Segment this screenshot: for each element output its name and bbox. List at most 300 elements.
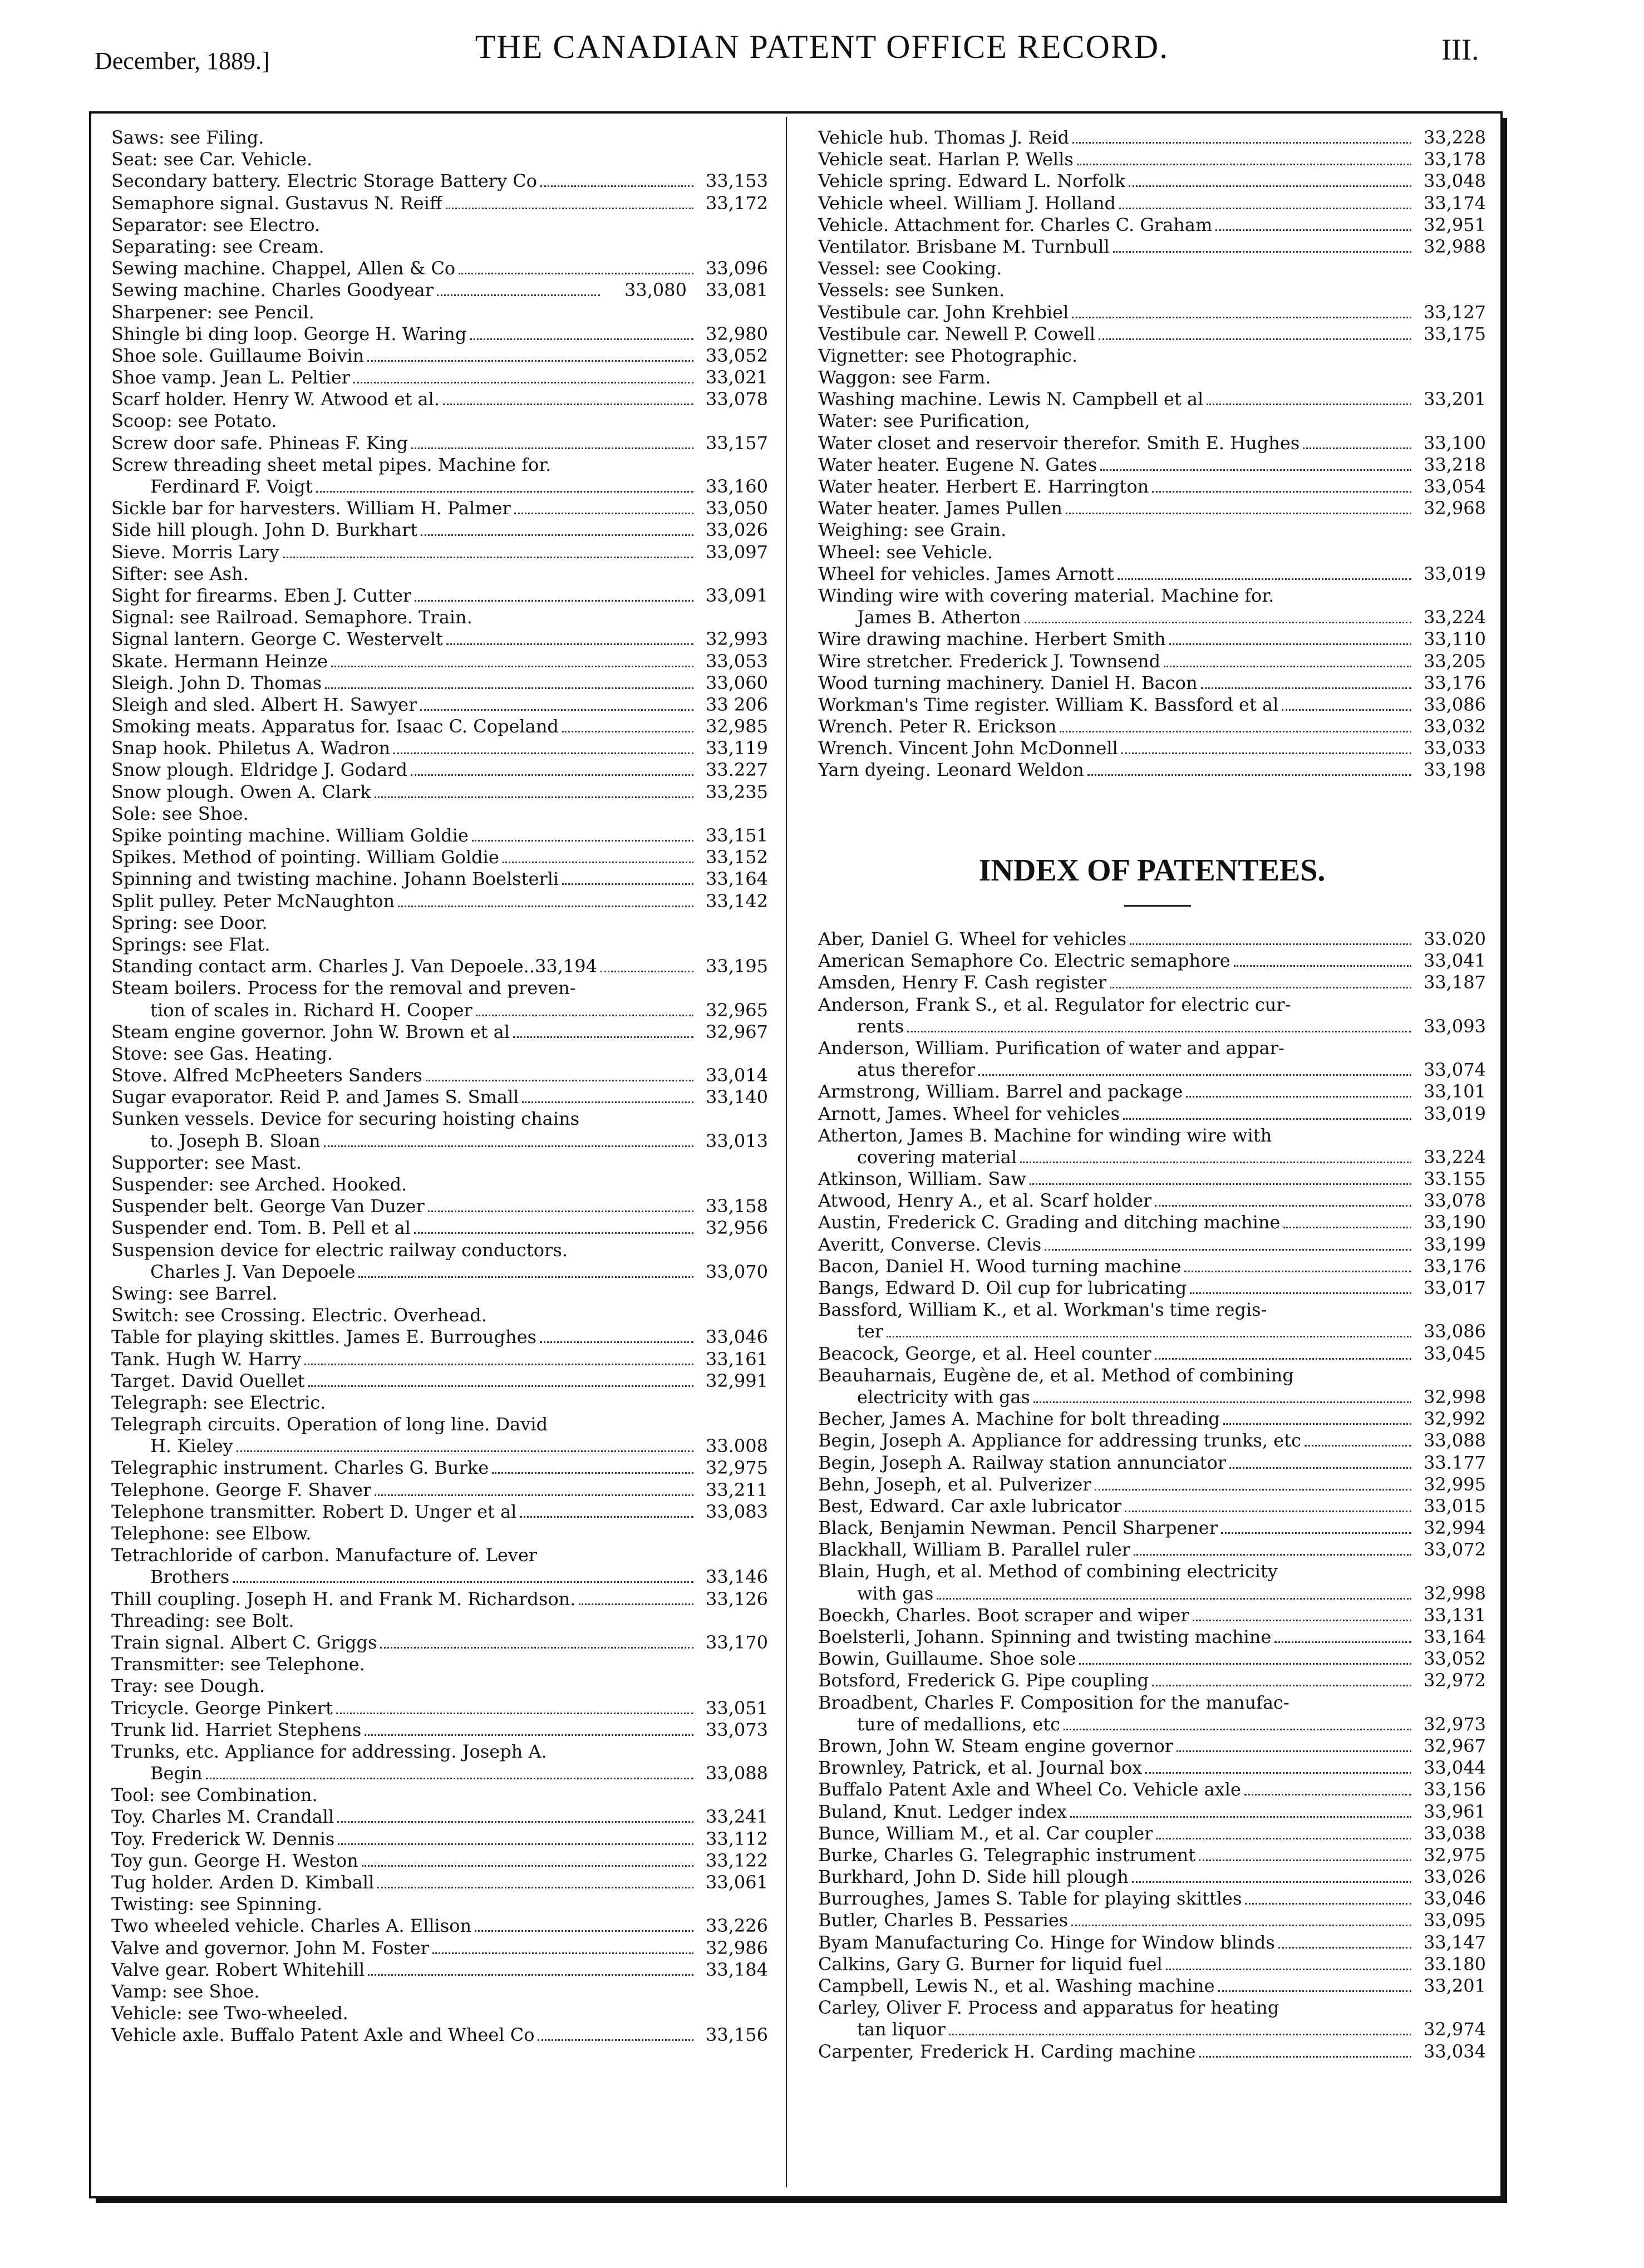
subject-entry — [111, 1152, 768, 1174]
patentee-entry — [818, 1168, 1486, 1190]
entry-number: 33,052 — [706, 345, 768, 366]
left-column — [111, 127, 768, 2046]
dot-leader — [393, 752, 693, 754]
subject-entry — [111, 1196, 768, 1217]
dot-leader — [1025, 622, 1411, 623]
entry-number: 33,091 — [706, 584, 768, 606]
entry-text: Telephone: see Elbow. — [111, 1523, 312, 1544]
right-column — [818, 127, 1486, 781]
subject-entry — [111, 1675, 768, 1697]
subject-entry — [111, 1632, 768, 1654]
dot-leader — [377, 1887, 693, 1888]
entry-text: Tray: see Dough. — [111, 1675, 265, 1697]
patentee-entry — [818, 1299, 1486, 1321]
entry-number-secondary: 33,080 — [624, 279, 687, 301]
patentee-entry — [818, 1692, 1486, 1714]
dot-leader — [1193, 1620, 1411, 1621]
dot-leader — [308, 1385, 693, 1387]
dot-leader — [1033, 1401, 1411, 1403]
entry-number: 33,078 — [1424, 1190, 1486, 1212]
entry-number: 32,965 — [706, 999, 768, 1021]
entry-text: Burroughes, James S. Table for playing skittles — [818, 1888, 1242, 1910]
entry-text: Thill coupling. Joseph H. and Frank M. Richardson. — [111, 1588, 576, 1610]
entry-text: Suspension device for electric railway conductors. — [111, 1239, 568, 1261]
index-rule — [1124, 905, 1191, 907]
entry-number: 32,986 — [706, 1937, 768, 1959]
dot-leader — [368, 1974, 693, 1976]
subject-entry — [111, 1806, 768, 1828]
entry-text: Screw door safe. Phineas F. King — [111, 432, 408, 454]
entry-number: 33,100 — [1424, 432, 1486, 454]
subject-entry — [111, 934, 768, 956]
dot-leader — [437, 294, 600, 296]
subject-entry — [111, 803, 768, 825]
entry-number: 32,951 — [1424, 214, 1486, 235]
patentee-entry — [818, 1605, 1486, 1626]
dot-leader — [1221, 1532, 1411, 1534]
patentee-entry — [818, 1386, 1486, 1408]
subject-entry — [111, 1850, 768, 1872]
subject-entry — [111, 1937, 768, 1959]
entry-number: 33.020 — [1424, 928, 1486, 949]
subject-entry — [111, 214, 768, 236]
entry-number: 33,198 — [1424, 759, 1486, 781]
entry-text: Byam Manufacturing Co. Hinge for Window blinds — [818, 1931, 1275, 1953]
entry-text: tan liquor — [857, 2019, 946, 2040]
entry-text: American Semaphore Co. Electric semaphore — [818, 950, 1230, 972]
dot-leader — [233, 1581, 693, 1583]
entry-text: Tug holder. Arden D. Kimball — [111, 1872, 375, 1893]
entry-number: 33,026 — [706, 519, 768, 541]
entry-text: Wire stretcher. Frederick J. Townsend — [818, 650, 1161, 672]
subject-entry — [111, 2024, 768, 2046]
dot-leader — [538, 2039, 693, 2041]
dot-leader — [1207, 404, 1411, 405]
subject-entry — [818, 127, 1486, 149]
subject-entry — [111, 1588, 768, 1610]
patentee-entry — [818, 1997, 1486, 2019]
entry-number: 33,051 — [706, 1697, 768, 1719]
patentee-entry — [818, 1866, 1486, 1888]
subject-entry — [818, 432, 1486, 454]
entry-text: Telephone. George F. Shaver — [111, 1479, 372, 1500]
entry-number: 33,226 — [706, 1915, 768, 1937]
entry-text: Semaphore signal. Gustavus N. Reiff — [111, 192, 442, 214]
dot-leader — [1099, 338, 1411, 340]
patentee-entry — [818, 1583, 1486, 1605]
entry-text: Winding wire with covering material. Machine for. — [818, 584, 1274, 606]
entry-text: Brownley, Patrick, et al. Journal box — [818, 1757, 1143, 1779]
subject-entry — [818, 476, 1486, 498]
entry-number: 33,170 — [706, 1631, 768, 1653]
entry-text: Transmitter: see Telephone. — [111, 1654, 365, 1675]
subject-entry — [111, 912, 768, 934]
entry-text: H. Kieley — [150, 1435, 233, 1457]
entry-number: 33,095 — [1424, 1910, 1486, 1931]
dot-leader — [1152, 1685, 1411, 1686]
dot-leader — [513, 1036, 693, 1038]
entry-text: Armstrong, William. Barrel and package — [818, 1081, 1183, 1103]
entry-text: to. Joseph B. Sloan — [150, 1130, 321, 1152]
entry-number: 33,026 — [1424, 1866, 1486, 1888]
subject-entry — [111, 1108, 768, 1130]
subject-entry — [111, 1086, 768, 1108]
entry-text: Aber, Daniel G. Wheel for vehicles — [818, 928, 1127, 949]
subject-entry — [111, 1741, 768, 1763]
entry-text: Scarf holder. Henry W. Atwood et al. — [111, 388, 440, 410]
dot-leader — [1244, 1794, 1411, 1795]
entry-number: 33,017 — [1424, 1277, 1486, 1298]
entry-number: 33,050 — [706, 498, 768, 519]
dot-leader — [1245, 1903, 1411, 1905]
subject-entry — [111, 891, 768, 912]
dot-leader — [1274, 1641, 1411, 1643]
entry-text: Vehicle axle. Buffalo Patent Axle and Wheel Co — [111, 2024, 535, 2046]
subject-entry — [111, 1457, 768, 1479]
subject-entry — [818, 519, 1486, 541]
entry-text: Shingle bi ding loop. George H. Waring — [111, 323, 467, 345]
patentee-entry — [818, 1888, 1486, 1910]
entry-number: 33,074 — [1424, 1059, 1486, 1081]
dot-leader — [1079, 1663, 1411, 1665]
subject-entry — [111, 367, 768, 388]
entry-number: 33,096 — [706, 258, 768, 279]
dot-leader — [1077, 164, 1411, 165]
entry-number: 32,975 — [1424, 1844, 1486, 1866]
dot-leader — [1125, 1511, 1411, 1512]
entry-number: 33,046 — [706, 1326, 768, 1348]
subject-entry — [111, 388, 768, 410]
entry-text: Averitt, Converse. Clevis — [818, 1233, 1042, 1255]
patentee-entry — [818, 1343, 1486, 1365]
entry-number: 32,991 — [706, 1370, 768, 1391]
entry-number: 32,988 — [1424, 235, 1486, 257]
entry-number: 33,019 — [1424, 1103, 1486, 1124]
subject-entry — [111, 432, 768, 454]
entry-number: 33,228 — [1424, 127, 1486, 148]
entry-number: 33,078 — [706, 388, 768, 410]
entry-number: 32,967 — [1424, 1735, 1486, 1757]
entry-text: Vehicle wheel. William J. Holland — [818, 192, 1116, 214]
entry-text: Toy. Charles M. Crandall — [111, 1806, 334, 1828]
subject-entry — [111, 628, 768, 650]
dot-leader — [1020, 1162, 1411, 1163]
entry-text: rents — [857, 1015, 904, 1037]
entry-text: Seat: see Car. Vehicle. — [111, 149, 313, 170]
entry-number: 33,218 — [1424, 454, 1486, 475]
subject-entry — [111, 1915, 768, 1937]
dot-leader — [1060, 731, 1411, 732]
patentee-entry — [818, 1474, 1486, 1495]
dot-leader — [600, 971, 693, 972]
patentee-entry — [818, 1954, 1486, 1975]
patentee-entry — [818, 1844, 1486, 1866]
entry-text: Weighing: see Grain. — [818, 519, 1007, 541]
subject-entry — [111, 1283, 768, 1305]
entry-number: 33,146 — [706, 1566, 768, 1588]
entry-number: 33,190 — [1424, 1212, 1486, 1233]
dot-leader — [446, 208, 693, 209]
entry-number: 32,998 — [1424, 1582, 1486, 1604]
entry-text: Secondary battery. Electric Storage Battery Co — [111, 170, 537, 192]
entry-text: Behn, Joseph, et al. Pulverizer — [818, 1473, 1091, 1495]
entry-text: Scoop: see Potato. — [111, 410, 277, 432]
patentee-entry — [818, 1037, 1486, 1059]
entry-text: Vestibule car. John Krehbiel — [818, 301, 1069, 323]
entry-text: Charles J. Van Depoele — [150, 1261, 356, 1282]
subject-entry — [111, 1566, 768, 1588]
entry-text: Sharpener: see Pencil. — [111, 301, 314, 323]
entry-text: Wire drawing machine. Herbert Smith — [818, 628, 1166, 650]
entry-text: Tricycle. George Pinkert — [111, 1697, 333, 1719]
entry-text: Sleigh and sled. Albert H. Sawyer — [111, 693, 417, 715]
patentee-entry — [818, 972, 1486, 993]
entry-text: Sewing machine. Charles Goodyear — [111, 279, 434, 301]
entry-text: Calkins, Gary G. Burner for liquid fuel — [818, 1953, 1163, 1975]
subject-entry — [818, 672, 1486, 694]
patentee-entry — [818, 1321, 1486, 1342]
entry-number: 33,073 — [706, 1719, 768, 1740]
entry-text: Ferdinard F. Voigt — [150, 476, 313, 497]
patentee-entry — [818, 1256, 1486, 1277]
dot-leader — [1072, 142, 1411, 144]
dot-leader — [1072, 317, 1411, 318]
dot-leader — [1215, 229, 1411, 231]
entry-text: Begin, Joseph A. Appliance for addressing trunks, etc — [818, 1430, 1302, 1452]
entry-number: 33,241 — [706, 1806, 768, 1828]
entry-text: Ventilator. Brisbane M. Turnbull — [818, 235, 1110, 257]
entry-number: 33,153 — [706, 170, 768, 192]
subject-entry — [111, 345, 768, 367]
subject-entry — [111, 498, 768, 519]
dot-leader — [1234, 965, 1411, 967]
entry-text: Tool: see Combination. — [111, 1784, 318, 1806]
subject-entry — [111, 127, 768, 149]
dot-leader — [446, 643, 693, 645]
entry-text: Switch: see Crossing. Electric. Overhead. — [111, 1305, 487, 1326]
dot-leader — [1166, 1969, 1411, 1970]
entry-text: Screw threading sheet metal pipes. Machine for. — [111, 454, 552, 475]
dot-leader — [562, 883, 693, 885]
entry-text: Spring: see Door. — [111, 912, 268, 933]
page-title: THE CANADIAN PATENT OFFICE RECORD. — [475, 28, 1169, 65]
dot-leader — [1278, 1947, 1411, 1949]
subject-entry — [818, 563, 1486, 585]
entry-number: 33,045 — [1424, 1342, 1486, 1364]
dot-leader — [331, 666, 693, 667]
entry-text: Anderson, Frank S., et al. Regulator for electric cur- — [818, 993, 1291, 1015]
entry-number: 33,015 — [1424, 1495, 1486, 1517]
entry-number: 32,998 — [1424, 1386, 1486, 1408]
dot-leader — [353, 382, 693, 383]
subject-entry — [111, 1959, 768, 1981]
entry-text: Atkinson, William. Saw — [818, 1168, 1026, 1190]
dot-leader — [283, 557, 693, 558]
entry-number: 33,061 — [706, 1872, 768, 1893]
entry-number: 33.227 — [706, 759, 768, 781]
entry-number: 33,157 — [706, 432, 768, 454]
entry-text: Spike pointing machine. William Goldie — [111, 825, 469, 846]
entry-text: Vehicle: see Two-wheeled. — [111, 2003, 348, 2024]
entry-text: Water heater. James Pullen — [818, 498, 1062, 519]
dot-leader — [1123, 1118, 1411, 1120]
dot-leader — [443, 404, 693, 405]
subject-entry — [818, 193, 1486, 214]
entry-text: Spinning and twisting machine. Johann Boelsterli — [111, 868, 559, 890]
entry-number: 33.155 — [1424, 1168, 1486, 1190]
dot-leader — [432, 1952, 693, 1954]
subject-entry — [111, 1239, 768, 1261]
entry-number: 33,013 — [706, 1130, 768, 1152]
entry-number: 33,014 — [706, 1065, 768, 1086]
dot-leader — [1223, 1423, 1411, 1425]
subject-entry — [111, 149, 768, 170]
subject-entry — [111, 563, 768, 585]
dot-leader — [1134, 1554, 1411, 1556]
entry-text: Trunks, etc. Appliance for addressing. Joseph A. — [111, 1740, 547, 1762]
page-number: III. — [1441, 33, 1479, 66]
subject-entry — [111, 1610, 768, 1632]
dot-leader — [1064, 1729, 1411, 1730]
entry-text: Wood turning machinery. Daniel H. Bacon — [818, 672, 1198, 693]
entry-number: 33,176 — [1424, 1255, 1486, 1277]
subject-entry — [111, 1000, 768, 1021]
entry-number: 33,961 — [1424, 1800, 1486, 1822]
entry-number: 33,101 — [1424, 1081, 1486, 1103]
entry-text: Suspender end. Tom. B. Pell et al — [111, 1217, 411, 1239]
entry-number: 33,151 — [706, 825, 768, 846]
entry-number: 32,972 — [1424, 1670, 1486, 1691]
dot-leader — [1045, 1249, 1411, 1251]
subject-entry — [111, 1370, 768, 1392]
entry-number: 32,968 — [1424, 498, 1486, 519]
entry-number: 33,048 — [1424, 170, 1486, 192]
entry-number: 33,126 — [706, 1588, 768, 1610]
dot-leader — [1283, 1227, 1411, 1228]
entry-number: 32,973 — [1424, 1713, 1486, 1735]
patentee-entry — [818, 1757, 1486, 1779]
dot-leader — [1030, 1183, 1411, 1185]
dot-leader — [411, 447, 693, 449]
entry-number: 33,201 — [1424, 1975, 1486, 1996]
dot-leader — [562, 731, 693, 732]
entry-text: Bassford, William K., et al. Workman's time regis- — [818, 1299, 1267, 1321]
patentee-entry — [818, 1975, 1486, 1997]
subject-entry — [111, 258, 768, 279]
subject-entry — [818, 454, 1486, 476]
entry-number: 33,019 — [1424, 563, 1486, 584]
entry-text: Vamp: see Shoe. — [111, 1980, 260, 2002]
entry-number: 33,046 — [1424, 1888, 1486, 1910]
subject-entry — [111, 1326, 768, 1348]
entry-text: Twisting: see Spinning. — [111, 1893, 323, 1915]
dot-leader — [1229, 1467, 1411, 1469]
entry-number: 33,034 — [1424, 2040, 1486, 2062]
entry-text: Butler, Charles B. Pessaries — [818, 1910, 1069, 1931]
entry-text: Stove: see Gas. Heating. — [111, 1042, 333, 1064]
entry-text: Burkhard, John D. Side hill plough — [818, 1866, 1129, 1888]
subject-entry — [111, 1217, 768, 1239]
entry-text: Vehicle. Attachment for. Charles C. Graham — [818, 214, 1213, 235]
dot-leader — [1282, 709, 1411, 711]
subject-entry — [111, 1501, 768, 1523]
subject-entry — [818, 585, 1486, 607]
patentee-entry — [818, 2019, 1486, 2040]
subject-entry — [111, 1414, 768, 1435]
entry-number: 33,152 — [706, 847, 768, 868]
dot-leader — [375, 796, 693, 798]
patentee-entry — [818, 1365, 1486, 1386]
dot-leader — [1070, 1816, 1411, 1818]
dot-leader — [1066, 513, 1411, 514]
entry-text: Telephone transmitter. Robert D. Unger et al — [111, 1500, 517, 1522]
entry-text: Valve and governor. John M. Foster — [111, 1937, 429, 1959]
dot-leader — [411, 774, 693, 776]
entry-text: Supporter: see Mast. — [111, 1152, 302, 1173]
patentee-entry — [818, 1648, 1486, 1670]
dot-leader — [492, 1472, 693, 1474]
entry-number: 33,070 — [706, 1261, 768, 1282]
entry-number: 33,175 — [1424, 323, 1486, 345]
entry-number: 33,038 — [1424, 1822, 1486, 1844]
subject-entry — [111, 1698, 768, 1719]
dot-leader — [1118, 578, 1411, 580]
entry-text: Sunken vessels. Device for securing hoisting chains — [111, 1108, 580, 1130]
entry-text: Separator: see Electro. — [111, 214, 321, 235]
entry-text: Vehicle seat. Harlan P. Wells — [818, 149, 1074, 170]
entry-text: Toy. Frederick W. Dennis — [111, 1828, 335, 1849]
entry-text: Brown, John W. Steam engine governor — [818, 1735, 1174, 1757]
dot-leader — [1303, 447, 1411, 449]
entry-text: Buffalo Patent Axle and Wheel Co. Vehicle axle — [818, 1779, 1241, 1800]
subject-entry — [111, 956, 768, 977]
entry-number: 33,235 — [706, 781, 768, 803]
entry-number: 33,081 — [706, 279, 768, 301]
entry-text: Sifter: see Ash. — [111, 563, 249, 584]
entry-number: 33.008 — [706, 1435, 768, 1457]
dot-leader — [1121, 752, 1411, 754]
subject-entry — [111, 454, 768, 476]
patentee-entry — [818, 1059, 1486, 1081]
entry-text: Snap hook. Philetus A. Wadron — [111, 737, 391, 759]
entry-text: Tank. Hugh W. Harry — [111, 1348, 302, 1370]
subject-entry — [111, 1174, 768, 1196]
dot-leader — [420, 709, 693, 711]
entry-number: 33,054 — [1424, 476, 1486, 497]
entry-number: 32,974 — [1424, 2019, 1486, 2040]
entry-number: 33 206 — [706, 693, 768, 715]
subject-entry — [111, 170, 768, 192]
subject-entry — [818, 628, 1486, 650]
subject-entry — [111, 236, 768, 258]
entry-number: 33,033 — [1424, 737, 1486, 759]
entry-text: Vehicle spring. Edward L. Norfolk — [818, 170, 1126, 192]
dot-leader — [522, 1101, 693, 1103]
dot-leader — [949, 2034, 1411, 2035]
dot-leader — [237, 1450, 693, 1452]
subject-entry — [818, 170, 1486, 192]
dot-leader — [1199, 2056, 1411, 2058]
entry-number: 33,147 — [1424, 1931, 1486, 1953]
entry-text: Burke, Charles G. Telegraphic instrument — [818, 1844, 1196, 1866]
entry-text: covering material — [857, 1146, 1017, 1168]
dot-leader — [978, 1074, 1411, 1076]
entry-number: 32,975 — [706, 1457, 768, 1479]
subject-entry — [111, 1065, 768, 1086]
entry-text: Train signal. Albert C. Griggs — [111, 1631, 377, 1653]
dot-leader — [1087, 774, 1411, 776]
subject-entry — [818, 236, 1486, 258]
